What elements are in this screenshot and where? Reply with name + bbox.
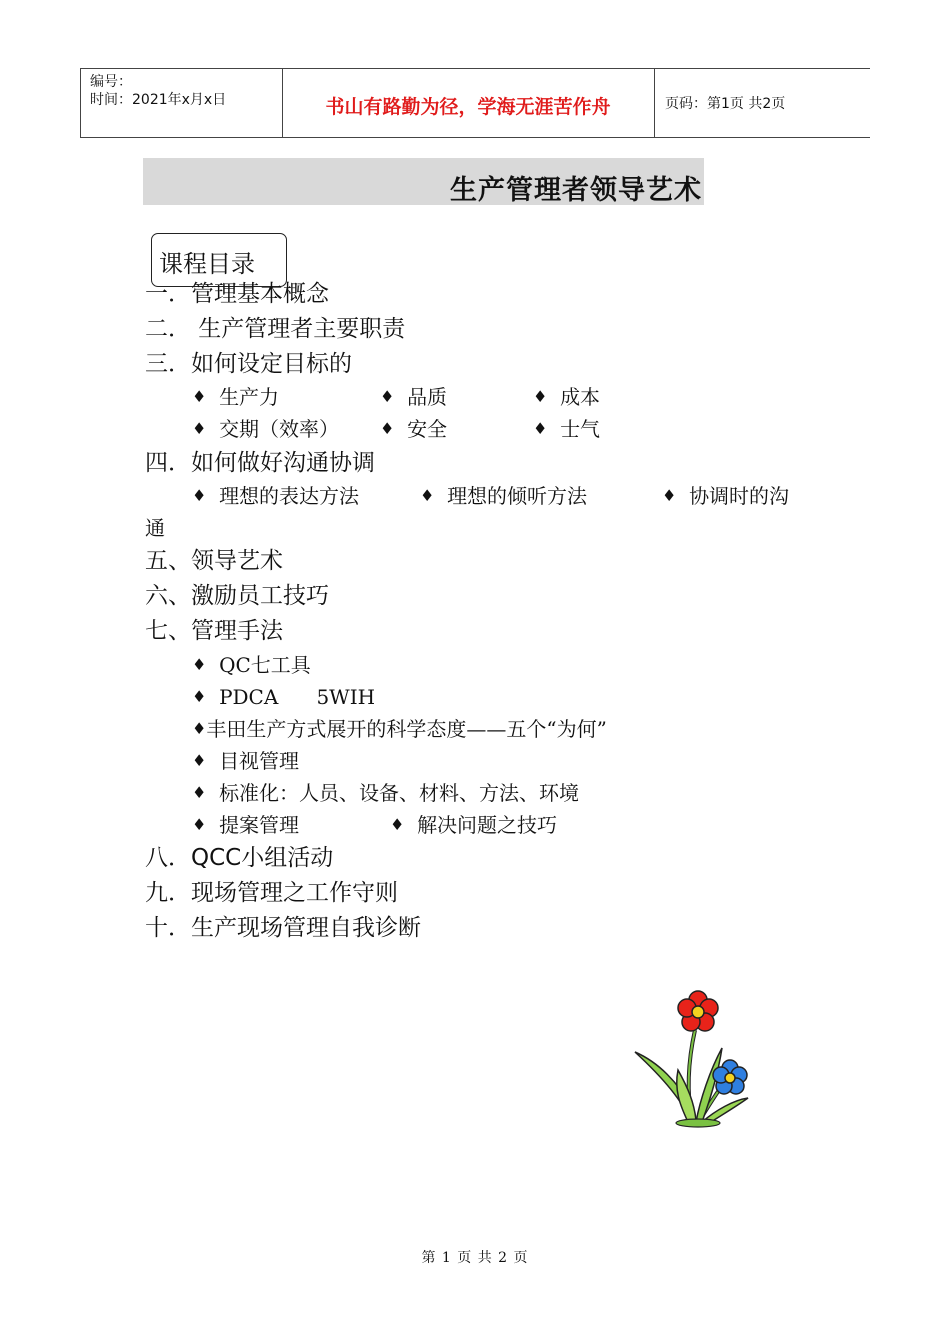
diamond-bullet-icon: ♦: [533, 419, 548, 438]
diamond-bullet-icon: ♦: [192, 655, 207, 674]
toc-item-6: 六、激励员工技巧: [145, 583, 329, 609]
header-meta-cell: [80, 69, 283, 137]
diamond-bullet-icon: ♦: [192, 387, 207, 406]
diamond-bullet-icon: ♦: [192, 687, 207, 706]
toc-item-8: 八．QCC小组活动: [145, 845, 334, 871]
sub-item: ♦ 协调时的沟: [662, 484, 790, 508]
sub-item: ♦ QC七工具: [192, 653, 311, 677]
sub-item: ♦ 成本: [533, 385, 601, 409]
toc-item-3: 三．如何设定目标的: [145, 351, 352, 377]
sub-item: ♦ 提案管理: [192, 813, 300, 837]
header-page-cell: [654, 69, 871, 137]
toc-item-9: 九．现场管理之工作守则: [145, 880, 398, 906]
sub-item: ♦ 生产力: [192, 385, 280, 409]
sub-item: ♦ PDCA 5WIH: [192, 685, 376, 709]
time-label: 时间：2021年x月x日: [90, 92, 227, 108]
diamond-bullet-icon: ♦: [192, 719, 207, 738]
toc-item-2: 二． 生产管理者主要职责: [145, 316, 406, 342]
sub-item: ♦ 解决问题之技巧: [390, 813, 558, 837]
diamond-bullet-icon: ♦: [192, 419, 207, 438]
page-label: 页码：第1页 共2页: [665, 96, 786, 112]
sub-item: ♦ 交期（效率）: [192, 417, 340, 441]
diamond-bullet-icon: ♦: [192, 751, 207, 770]
diamond-bullet-icon: ♦: [380, 387, 395, 406]
page-footer: 第 1 页 共 2 页: [421, 1250, 529, 1266]
diamond-bullet-icon: ♦: [192, 783, 207, 802]
toc-item-10: 十．生产现场管理自我诊断: [145, 915, 421, 941]
sub-item: ♦ 安全: [380, 417, 448, 441]
header-motto-cell: [282, 69, 654, 137]
sub-item-wrap: 通: [145, 516, 165, 540]
diamond-bullet-icon: ♦: [380, 419, 395, 438]
sub-item: ♦ 标准化：人员、设备、材料、方法、环境: [192, 781, 580, 805]
sub-item: ♦ 理想的表达方法: [192, 484, 360, 508]
number-label: 编号：: [90, 74, 132, 90]
toc-item-7: 七、管理手法: [145, 618, 283, 644]
header-table: [80, 68, 870, 138]
flower-clipart-icon: [630, 990, 760, 1130]
diamond-bullet-icon: ♦: [390, 815, 405, 834]
toc-item-4: 四．如何做好沟通协调: [145, 450, 375, 476]
sub-item: ♦ 目视管理: [192, 749, 300, 773]
diamond-bullet-icon: ♦: [662, 486, 677, 505]
diamond-bullet-icon: ♦: [533, 387, 548, 406]
sub-item: ♦丰田生产方式展开的科学态度——五个“为何”: [192, 717, 607, 741]
title-bar: [143, 158, 704, 205]
page-title: 生产管理者领导艺术: [450, 175, 702, 206]
sub-item: ♦ 理想的倾听方法: [420, 484, 588, 508]
diamond-bullet-icon: ♦: [192, 815, 207, 834]
motto: 书山有路勤为径，学海无涯苦作舟: [325, 96, 611, 118]
sub-item: ♦ 品质: [380, 385, 448, 409]
diamond-bullet-icon: ♦: [420, 486, 435, 505]
diamond-bullet-icon: ♦: [192, 486, 207, 505]
toc-item-1: 一．管理基本概念: [145, 281, 329, 307]
toc-item-5: 五、领导艺术: [145, 548, 283, 574]
toc-label: 课程目录: [159, 250, 255, 278]
sub-item: ♦ 士气: [533, 417, 601, 441]
